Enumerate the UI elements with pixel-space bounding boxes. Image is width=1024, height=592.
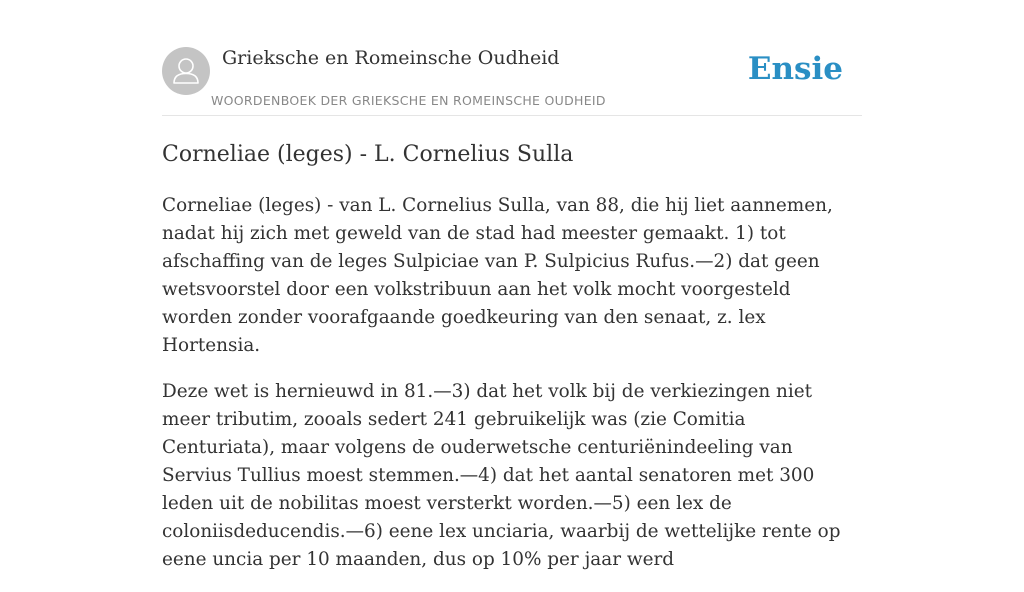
article-body [162,192,862,592]
ensie-logo[interactable]: Ensie [747,51,843,87]
page-container [162,0,862,570]
source-subtitle: WOORDENBOEK DER GRIEKSCHE EN ROMEINSCHE OUDHEID [211,93,606,108]
article-title: Corneliae (leges) - L. Cornelius Sulla [162,142,574,167]
source-title[interactable]: Grieksche en Romeinsche Oudheid [222,47,560,69]
article-paragraph: Corneliae (leges) - van L. Cornelius Sulla, van 88, die hij liet aannemen, nadat hij zich met geweld van de stad had meester gemaakt. 1) tot afschaffing van de leges Sulpiciae van P. Sulpicius Rufus.—2) dat geen wetsvoorstel door een volkstribuun aan het volk mocht voorgesteld worden zonder voorafgaande goedkeuring van den senaat, z. lex Hortensia. [162,195,833,356]
avatar[interactable] [162,47,210,95]
source-header [162,0,862,116]
user-icon [162,47,210,95]
article-paragraph: Deze wet is hernieuwd in 81.—3) dat het volk bij de verkiezingen niet meer tributim, zooals sedert 241 gebruikelijk was (zie Comitia Centuriata), maar volgens de ouderwetsche centuriënindeeling van Servius Tullius moest stemmen.—4) dat het aantal senatoren met 300 leden uit de nobilitas moest versterkt worden.—5) een lex de coloniisdeducendis.—6) eene lex unciaria, waarbij de wettelijke rente op eene uncia per 10 maanden, dus op 10% per jaar werd [162,381,841,570]
